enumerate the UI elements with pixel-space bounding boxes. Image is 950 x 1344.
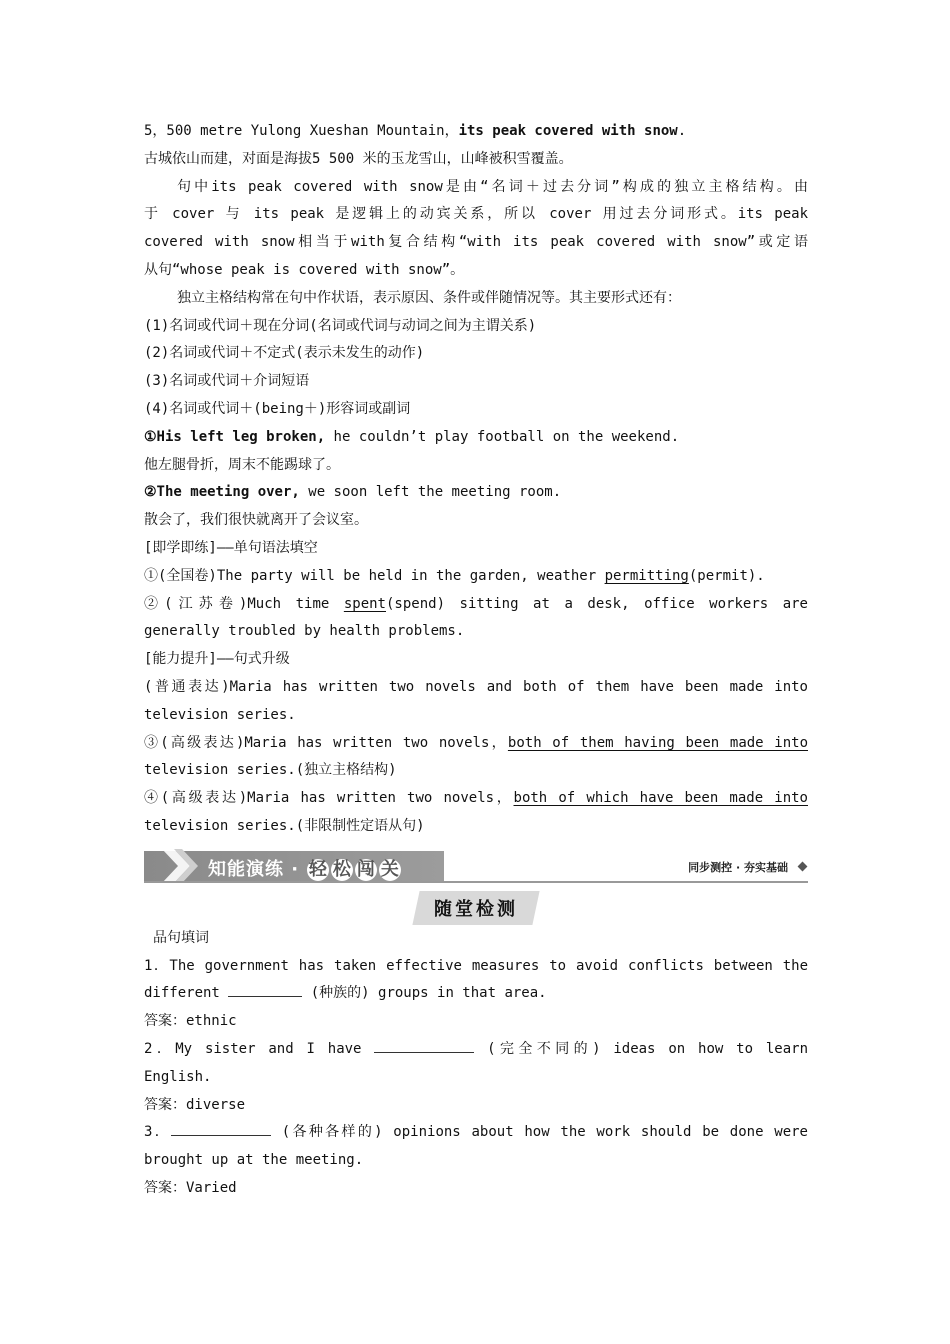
text-span: (完全不同的) ideas on how to learn: [474, 1040, 808, 1057]
answer-blank[interactable]: [228, 984, 302, 997]
example-line: [144, 479, 808, 507]
text-span: we soon left the meeting room.: [299, 484, 562, 501]
answer-line: 答案：ethnic: [144, 1013, 237, 1030]
exercise-line: [144, 980, 808, 1008]
upgrade-heading: [能力提升]——句式升级: [144, 651, 290, 668]
text-span: (各种各样的) opinions about how the work should be done were: [271, 1124, 808, 1141]
section-banner: [144, 847, 808, 887]
practice-question: [144, 591, 808, 619]
banner-subtitle: 同步测控 · 夯实基础: [688, 860, 788, 874]
answer-underlined: both of them having been made into: [507, 734, 808, 751]
form-item: (1)名词或代词＋现在分词(名词或代词与动词之间为主谓关系): [144, 317, 537, 334]
banner-rule: [144, 881, 808, 883]
banner-char: 轻: [308, 858, 328, 880]
explanation-line: 独立主格结构常在句中作状语，表示原因、条件或伴随情况等。其主要形式还有：: [177, 289, 681, 306]
document-page: [144, 118, 808, 1203]
text-span: 3．: [144, 1124, 172, 1141]
text-span: 5，500 metre Yulong Xueshan Mountain，: [144, 123, 459, 139]
explanation-line: 句中its peak covered with snow是由“名词＋过去分词”构成的独立主格结构。由: [177, 178, 808, 195]
text-span: he couldn’t play football on the weekend.: [325, 428, 680, 445]
practice-heading: [即学即练]——单句语法填空: [144, 539, 318, 556]
text-span: different: [144, 985, 229, 1002]
bold-phrase: its peak covered with snow: [458, 123, 678, 139]
text-span: (种族的) groups in that area.: [302, 985, 547, 1002]
explanation-line: 从句“whose peak is covered with snow”。: [144, 261, 465, 278]
form-item: (4)名词或代词＋(being＋)形容词或副词: [144, 400, 411, 417]
bold-phrase: ②The meeting over,: [144, 484, 300, 501]
diamond-icon: [798, 861, 808, 871]
practice-question: generally troubled by health problems.: [144, 623, 465, 640]
exercise-line: [144, 1119, 808, 1147]
answer-underlined: spent: [343, 595, 386, 612]
text-span: ④(高级表达)Maria has written two novels，: [144, 790, 514, 807]
text-span: (permit).: [688, 567, 765, 584]
banner-dot: ·: [291, 858, 300, 880]
banner-char: 关: [380, 858, 400, 880]
upgrade-line: (普通表达)Maria has written two novels and both of them have been made into: [144, 678, 808, 695]
answer-blank[interactable]: [374, 1040, 474, 1053]
bold-phrase: ①His left leg broken,: [144, 428, 326, 445]
banner-char: 松: [332, 858, 352, 880]
text-span: .: [677, 123, 687, 139]
upgrade-line: [144, 730, 808, 758]
answer-underlined: both of which have been made into: [513, 790, 808, 807]
text-line: [144, 118, 808, 146]
section-pill: [412, 891, 539, 925]
answer-line: 答案：diverse: [144, 1096, 246, 1113]
example-line: [144, 424, 808, 452]
exercise-line: English.: [144, 1068, 212, 1085]
exercise-line: [144, 1036, 808, 1064]
answer-line: 答案：Varied: [144, 1179, 237, 1196]
translation-line: 他左腿骨折，周末不能踢球了。: [144, 456, 340, 473]
banner-title: [208, 855, 402, 881]
explanation-line: 于 cover 与 its peak 是逻辑上的动宾关系，所以 cover 用过去分词形式。its peak: [144, 206, 808, 223]
answer-underlined: permitting: [604, 567, 689, 584]
upgrade-line: television series.: [144, 706, 296, 723]
text-span: 2．My sister and I have: [144, 1040, 375, 1057]
text-span: (spend) sitting at a desk, office workers are: [386, 595, 808, 612]
form-item: (2)名词或代词＋不定式(表示未发生的动作): [144, 345, 425, 362]
explanation-line: covered with snow相当于with复合结构“with its peak covered with snow”或定语: [144, 234, 808, 251]
banner-title-text: 知能演练: [208, 858, 284, 880]
text-span: ②(江苏卷)Much time: [144, 595, 344, 612]
text-span: ①(全国卷)The party will be held in the garden, weather: [144, 567, 605, 584]
upgrade-line: [144, 785, 808, 813]
upgrade-line: television series.(独立主格结构): [144, 762, 397, 779]
translation-line: 散会了，我们很快就离开了会议室。: [144, 512, 368, 529]
translation-line: 古城依山而建，对面是海拔5 500 米的玉龙雪山，山峰被积雪覆盖。: [144, 150, 573, 167]
exercise-line: 1．The government has taken effective measures to avoid conflicts between the: [144, 957, 808, 974]
subheading: 品句填词: [153, 929, 209, 946]
section-heading: [144, 889, 808, 925]
upgrade-line: television series.(非限制性定语从句): [144, 817, 425, 834]
chevron-icon: [160, 847, 200, 885]
banner-char: 闯: [356, 858, 376, 880]
practice-question: [144, 563, 808, 591]
text-span: ③(高级表达)Maria has written two novels，: [144, 734, 508, 751]
exercise-line: brought up at the meeting.: [144, 1152, 364, 1169]
answer-blank[interactable]: [171, 1123, 271, 1136]
form-item: (3)名词或代词＋介词短语: [144, 373, 310, 390]
section-title: 随堂检测: [434, 898, 518, 920]
